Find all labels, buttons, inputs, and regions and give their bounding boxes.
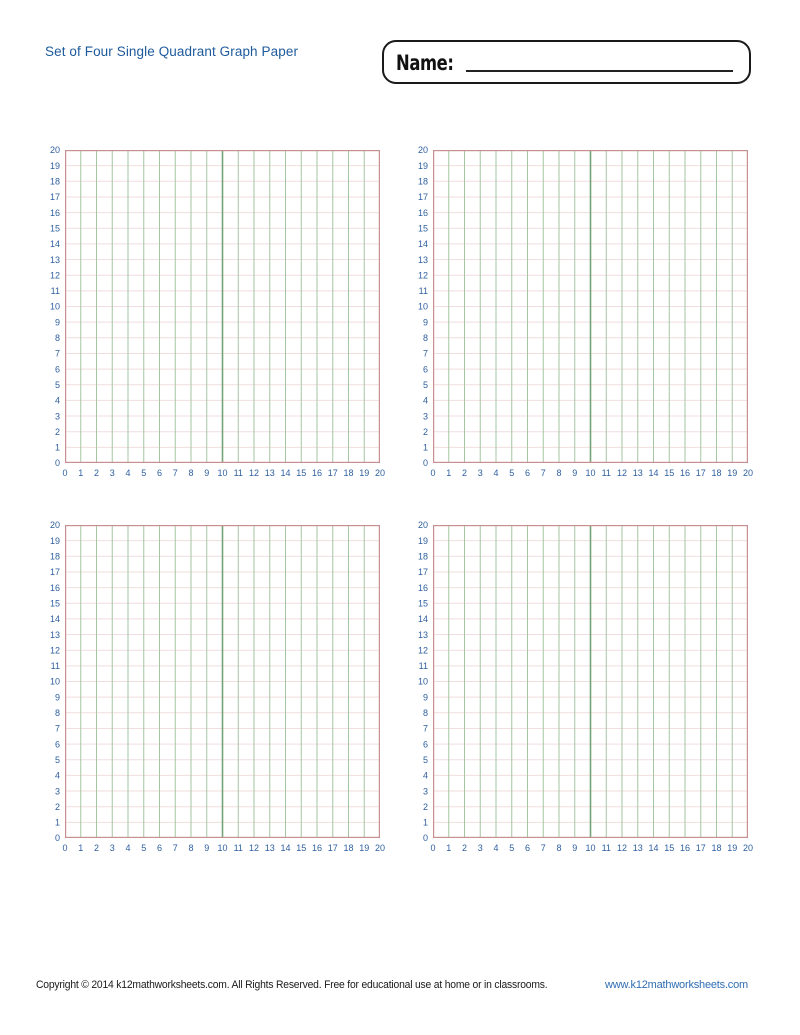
y-tick-label: 6 [54, 364, 60, 375]
x-tick-label: 1 [446, 843, 452, 853]
x-tick-label: 0 [62, 468, 68, 478]
x-tick-label: 2 [461, 843, 468, 853]
y-tick-label: 17 [49, 192, 60, 203]
y-tick-label: 18 [49, 176, 60, 187]
y-tick-label: 17 [417, 567, 428, 578]
y-tick-label: 17 [417, 192, 428, 203]
x-tick-label: 17 [695, 843, 706, 853]
x-tick-label: 14 [280, 843, 291, 853]
y-tick-label: 6 [422, 364, 428, 375]
x-tick-label: 20 [374, 468, 386, 478]
y-tick-label: 16 [417, 582, 428, 593]
y-tick-label: 15 [417, 223, 428, 234]
x-tick-label: 7 [172, 843, 178, 853]
x-tick-label: 5 [141, 468, 147, 478]
y-tick-label: 14 [417, 614, 428, 625]
y-tick-label: 7 [422, 348, 428, 359]
x-tick-label: 19 [727, 843, 738, 853]
x-tick-label: 18 [343, 843, 354, 853]
y-tick-label: 10 [417, 676, 428, 687]
x-tick-label: 17 [327, 843, 338, 853]
y-tick-label: 7 [54, 723, 60, 734]
y-tick-label: 19 [417, 535, 428, 546]
x-tick-label: 5 [509, 468, 515, 478]
y-tick-label: 0 [54, 833, 60, 844]
x-tick-label: 0 [430, 843, 436, 853]
y-tick-label: 5 [422, 754, 428, 765]
website-link[interactable]: www.k12mathworksheets.com [605, 979, 748, 991]
x-tick-label: 6 [524, 843, 531, 853]
y-tick-label: 5 [54, 379, 60, 390]
x-tick-label: 13 [632, 468, 643, 478]
x-tick-label: 15 [664, 468, 675, 478]
x-tick-label: 1 [446, 468, 452, 478]
name-blank-line [466, 70, 733, 72]
y-tick-label: 1 [54, 442, 60, 453]
y-tick-label: 7 [54, 348, 60, 359]
x-tick-label: 10 [217, 468, 228, 478]
y-tick-label: 6 [54, 739, 60, 750]
x-tick-label: 1 [78, 468, 84, 478]
y-tick-label: 18 [49, 551, 60, 562]
x-tick-label: 4 [125, 468, 131, 478]
x-tick-label: 7 [172, 468, 178, 478]
x-tick-label: 4 [125, 843, 131, 853]
y-tick-label: 13 [49, 254, 60, 265]
x-tick-label: 19 [359, 468, 370, 478]
x-tick-label: 2 [461, 468, 468, 478]
y-tick-label: 15 [49, 223, 60, 234]
x-tick-label: 14 [648, 468, 659, 478]
y-tick-label: 14 [417, 239, 428, 250]
x-tick-label: 2 [93, 843, 100, 853]
y-tick-label: 13 [417, 629, 428, 640]
x-tick-label: 13 [632, 843, 643, 853]
y-tick-label: 2 [54, 801, 60, 812]
x-tick-label: 19 [727, 468, 738, 478]
x-tick-label: 3 [477, 468, 483, 478]
y-tick-label: 0 [422, 458, 428, 469]
y-tick-label: 3 [422, 786, 428, 797]
y-tick-label: 9 [54, 317, 60, 328]
x-tick-label: 8 [556, 468, 562, 478]
x-tick-label: 17 [327, 468, 338, 478]
y-tick-label: 18 [417, 176, 428, 187]
x-tick-label: 5 [141, 843, 147, 853]
y-tick-label: 0 [54, 458, 60, 469]
y-tick-label: 2 [422, 426, 428, 437]
x-tick-label: 18 [711, 843, 722, 853]
y-tick-label: 12 [417, 645, 428, 656]
y-tick-label: 4 [422, 395, 428, 406]
y-tick-label: 11 [50, 661, 60, 672]
y-tick-label: 13 [49, 629, 60, 640]
x-tick-label: 11 [233, 468, 243, 478]
x-tick-label: 9 [204, 468, 210, 478]
x-tick-label: 10 [585, 468, 596, 478]
x-tick-label: 13 [264, 843, 275, 853]
y-tick-label: 8 [422, 333, 428, 343]
x-tick-label: 12 [616, 468, 628, 478]
x-tick-label: 6 [156, 843, 163, 853]
x-tick-label: 20 [374, 843, 386, 853]
y-tick-label: 10 [49, 301, 60, 312]
x-tick-label: 1 [78, 843, 84, 853]
x-tick-label: 16 [679, 843, 691, 853]
x-tick-label: 11 [601, 468, 611, 478]
x-tick-label: 16 [679, 468, 691, 478]
y-tick-label: 8 [54, 333, 60, 343]
y-tick-label: 11 [418, 286, 428, 297]
x-tick-label: 3 [109, 468, 115, 478]
y-tick-label: 9 [422, 692, 428, 703]
y-tick-label: 2 [422, 801, 428, 812]
x-tick-label: 15 [296, 843, 307, 853]
y-tick-label: 20 [49, 145, 60, 156]
graph-grid-top-left [38, 143, 394, 488]
x-tick-label: 9 [572, 843, 578, 853]
y-tick-label: 19 [49, 535, 60, 546]
y-tick-label: 2 [54, 426, 60, 437]
y-tick-label: 4 [422, 770, 428, 781]
y-tick-label: 1 [422, 817, 428, 828]
y-tick-label: 0 [422, 833, 428, 844]
x-tick-label: 20 [742, 468, 754, 478]
y-tick-label: 9 [54, 692, 60, 703]
y-tick-label: 16 [417, 207, 428, 218]
y-tick-label: 12 [49, 270, 60, 281]
y-tick-label: 12 [49, 645, 60, 656]
x-tick-label: 14 [648, 843, 659, 853]
y-tick-label: 18 [417, 551, 428, 562]
y-tick-label: 15 [417, 598, 428, 609]
x-tick-label: 20 [742, 843, 754, 853]
y-tick-label: 10 [417, 301, 428, 312]
x-tick-label: 8 [188, 468, 194, 478]
x-tick-label: 16 [311, 468, 323, 478]
y-tick-label: 20 [49, 520, 60, 531]
x-tick-label: 19 [359, 843, 370, 853]
x-tick-label: 0 [430, 468, 436, 478]
y-tick-label: 19 [49, 160, 60, 171]
y-tick-label: 20 [417, 520, 428, 531]
y-tick-label: 3 [54, 411, 60, 422]
x-tick-label: 15 [664, 843, 675, 853]
x-tick-label: 8 [556, 843, 562, 853]
y-tick-label: 3 [422, 411, 428, 422]
x-tick-label: 13 [264, 468, 275, 478]
x-tick-label: 11 [601, 843, 611, 853]
y-tick-label: 5 [422, 379, 428, 390]
x-tick-label: 11 [233, 843, 243, 853]
y-tick-label: 9 [422, 317, 428, 328]
x-tick-label: 12 [248, 843, 260, 853]
y-tick-label: 11 [418, 661, 428, 672]
x-tick-label: 3 [109, 843, 115, 853]
x-tick-label: 10 [585, 843, 596, 853]
x-tick-label: 7 [540, 468, 546, 478]
x-tick-label: 4 [493, 468, 499, 478]
x-tick-label: 8 [188, 843, 194, 853]
x-tick-label: 9 [204, 843, 210, 853]
y-tick-label: 20 [417, 145, 428, 156]
footer [36, 979, 748, 991]
name-box [382, 40, 751, 84]
x-tick-label: 7 [540, 843, 546, 853]
x-tick-label: 6 [156, 468, 163, 478]
x-tick-label: 10 [217, 843, 228, 853]
y-tick-label: 8 [422, 708, 428, 718]
y-tick-label: 14 [49, 614, 60, 625]
y-tick-label: 16 [49, 582, 60, 593]
page-title: Set of Four Single Quadrant Graph Paper [45, 44, 299, 59]
x-tick-label: 17 [695, 468, 706, 478]
y-tick-label: 4 [54, 770, 60, 781]
y-tick-label: 12 [417, 270, 428, 281]
y-tick-label: 16 [49, 207, 60, 218]
y-tick-label: 17 [49, 567, 60, 578]
y-tick-label: 7 [422, 723, 428, 734]
graph-grid-top-right [406, 143, 762, 488]
x-tick-label: 12 [248, 468, 260, 478]
x-tick-label: 18 [343, 468, 354, 478]
y-tick-label: 19 [417, 160, 428, 171]
y-tick-label: 5 [54, 754, 60, 765]
x-tick-label: 4 [493, 843, 499, 853]
x-tick-label: 2 [93, 468, 100, 478]
y-tick-label: 6 [422, 739, 428, 750]
graph-grid-bottom-right [406, 518, 762, 863]
copyright-text: Copyright © 2014 k12mathworksheets.com. All Rights Reserved. Free for educational use at home or in classrooms. [36, 979, 548, 991]
x-tick-label: 6 [524, 468, 531, 478]
y-tick-label: 4 [54, 395, 60, 406]
x-tick-label: 5 [509, 843, 515, 853]
x-tick-label: 14 [280, 468, 291, 478]
x-tick-label: 16 [311, 843, 323, 853]
y-tick-label: 11 [50, 286, 60, 297]
y-tick-label: 1 [422, 442, 428, 453]
y-tick-label: 1 [54, 817, 60, 828]
graph-grid-bottom-left [38, 518, 394, 863]
x-tick-label: 15 [296, 468, 307, 478]
y-tick-label: 10 [49, 676, 60, 687]
x-tick-label: 18 [711, 468, 722, 478]
x-tick-label: 3 [477, 843, 483, 853]
y-tick-label: 3 [54, 786, 60, 797]
y-tick-label: 8 [54, 708, 60, 718]
y-tick-label: 15 [49, 598, 60, 609]
name-label: Name: [396, 51, 454, 75]
x-tick-label: 9 [572, 468, 578, 478]
y-tick-label: 14 [49, 239, 60, 250]
y-tick-label: 13 [417, 254, 428, 265]
x-tick-label: 0 [62, 843, 68, 853]
x-tick-label: 12 [616, 843, 628, 853]
